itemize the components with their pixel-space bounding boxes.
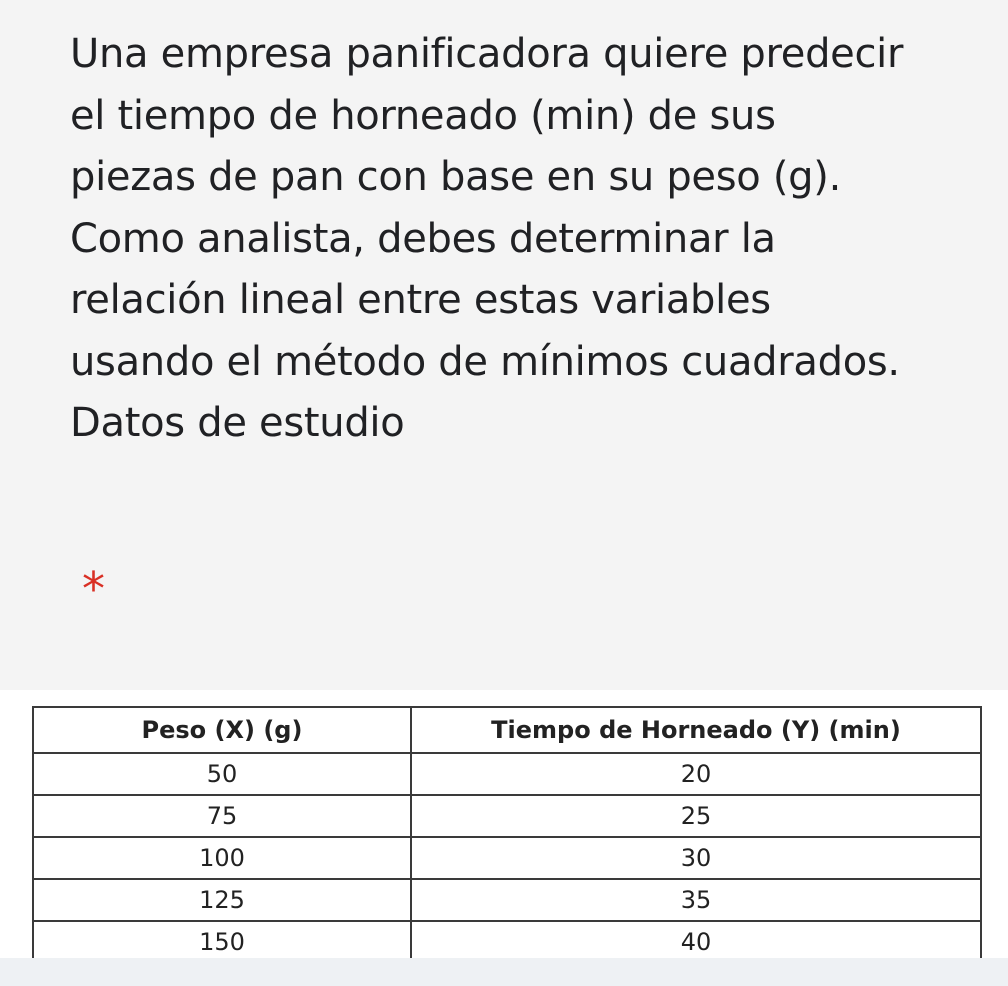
question-line: el tiempo de horneado (min) de sus (70, 92, 776, 139)
question-line: Como analista, debes determinar la (70, 215, 776, 262)
question-line: Datos de estudio (70, 400, 405, 446)
table-cell-time: 20 (411, 753, 981, 795)
column-header-weight: Peso (X) (g) (33, 707, 411, 753)
question-line: usando el método de mínimos cuadrados. (70, 338, 900, 385)
table-cell-time: 35 (411, 879, 981, 921)
table-cell-weight: 150 (33, 921, 411, 962)
question-text (70, 24, 970, 455)
table-row (33, 837, 981, 879)
table-row (33, 753, 981, 795)
column-header-baking-time: Tiempo de Horneado (Y) (min) (411, 707, 981, 753)
table-cell-weight: 75 (33, 795, 411, 837)
question-line: piezas de pan con base en su peso (g). (70, 154, 841, 200)
table-cell-weight: 100 (33, 837, 411, 879)
table-row (33, 795, 981, 837)
table-row (33, 879, 981, 921)
required-asterisk: * (82, 562, 105, 616)
table-cell-weight: 125 (33, 879, 411, 921)
table-cell-time: 25 (411, 795, 981, 837)
table-cell-time: 40 (411, 921, 981, 962)
question-line: Una empresa panificadora quiere predecir (70, 31, 904, 77)
table-header-row (33, 707, 981, 753)
table-row (33, 921, 981, 962)
question-line: relación lineal entre estas variables (70, 277, 771, 323)
table-cell-time: 30 (411, 837, 981, 879)
table-cell-weight: 50 (33, 753, 411, 795)
data-table (32, 706, 982, 962)
bottom-divider (0, 958, 1008, 986)
